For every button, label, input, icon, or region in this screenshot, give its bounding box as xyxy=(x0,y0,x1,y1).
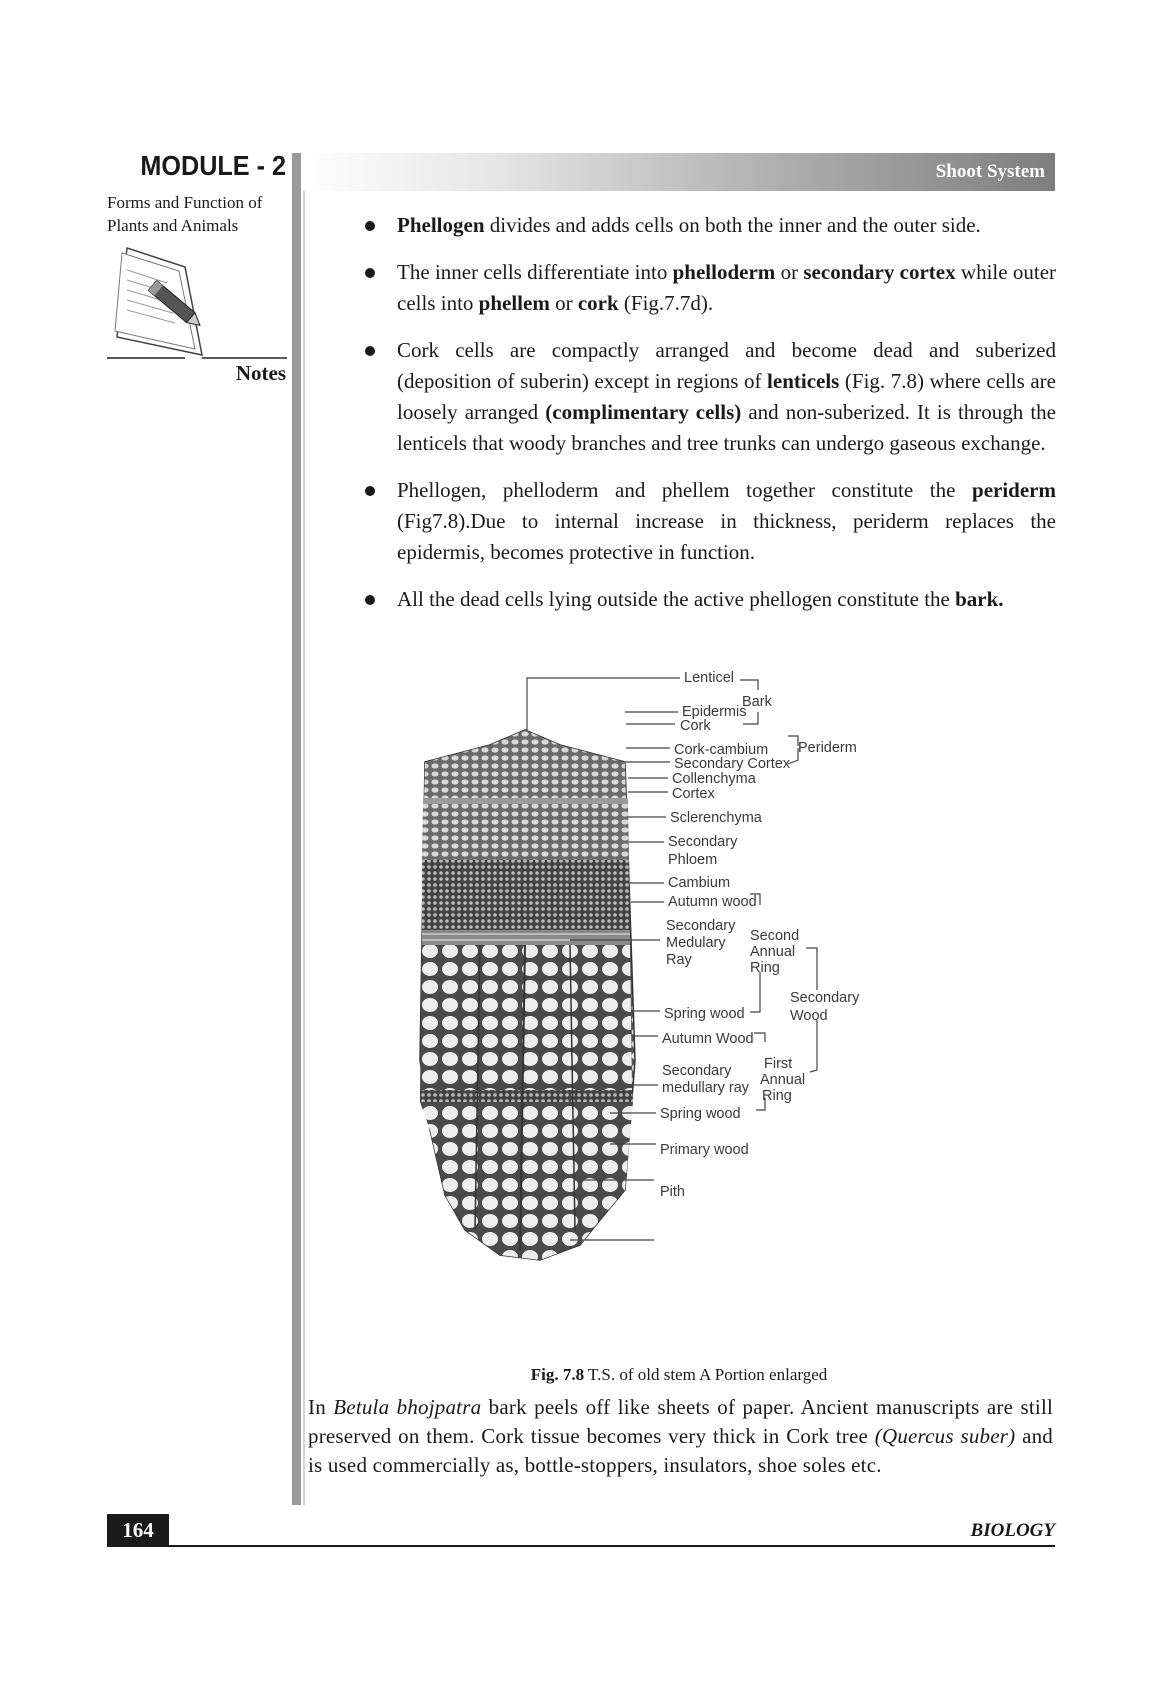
label-pith: Pith xyxy=(660,1184,685,1200)
caption-text: T.S. of old stem A Portion enlarged xyxy=(584,1365,828,1384)
label-first-annual-1: First xyxy=(764,1056,793,1072)
figure-caption xyxy=(303,1365,1055,1385)
label-secondary-wood-2: Wood xyxy=(790,1008,828,1024)
text-segment: or xyxy=(549,291,578,315)
caption-number: Fig. 7.8 xyxy=(530,1365,585,1384)
bullet-text xyxy=(397,587,1004,611)
page-number: 164 xyxy=(107,1514,169,1547)
bullet-text xyxy=(397,213,981,237)
label-spring-wood-2: Spring wood xyxy=(660,1106,741,1122)
italic-term: (Quercus suber) xyxy=(874,1424,1016,1448)
label-secondary-wood-1: Secondary xyxy=(790,990,860,1006)
bullet-text xyxy=(397,260,1056,315)
italic-term: Betula bhojpatra xyxy=(333,1395,482,1419)
bullet-item xyxy=(360,335,1056,459)
bullet-dot-icon xyxy=(365,268,375,278)
label-bark: Bark xyxy=(742,694,772,710)
label-secondary-phloem-2: Phloem xyxy=(668,852,718,868)
text-segment: and non-suberized. It is through the lenticels that woody branches and tree trunks can undergo gaseous exchange. xyxy=(397,400,1056,455)
text-segment: (Fig.7.7d). xyxy=(618,291,714,315)
label-autumn-wood-2: Autumn Wood xyxy=(662,1031,754,1047)
label-lenticel: Lenticel xyxy=(684,670,734,686)
bullet-item xyxy=(360,257,1056,319)
bullet-dot-icon xyxy=(365,221,375,231)
label-autumn-wood-1: Autumn wood xyxy=(668,894,757,910)
label-first-annual-3: Ring xyxy=(762,1088,792,1104)
bold-term: periderm xyxy=(972,478,1056,502)
label-cork: Cork xyxy=(680,718,711,734)
bullet-dot-icon xyxy=(365,486,375,496)
text-segment: In xyxy=(308,1395,334,1419)
bold-term: cork xyxy=(577,291,619,315)
text-segment: bark peels off like sheets of paper. Ancient manuscripts are still preserved on them. Cork tissue becomes very thick in Cork tree xyxy=(308,1395,1054,1448)
label-second-annual-1: Second xyxy=(750,928,800,944)
label-collenchyma: Collenchyma xyxy=(672,771,756,787)
figure-labels xyxy=(660,670,860,1200)
label-sclerenchyma: Sclerenchyma xyxy=(670,810,762,826)
bold-term: bark. xyxy=(955,587,1004,611)
label-sec-med-ray-b2: medullary ray xyxy=(662,1080,750,1096)
label-second-annual-2: Annual xyxy=(750,944,796,960)
bullet-dot-icon xyxy=(365,595,375,605)
label-secondary-phloem-1: Secondary xyxy=(668,834,738,850)
label-first-annual-2: Annual xyxy=(760,1072,806,1088)
text-segment: Phellogen, phelloderm and phellem together constitute the xyxy=(397,478,973,502)
text-segment: All the dead cells lying outside the active phellogen constitute the xyxy=(397,587,956,611)
label-cambium: Cambium xyxy=(668,875,731,891)
bold-term: phellem xyxy=(478,291,550,315)
bold-term: lenticels xyxy=(767,369,840,393)
label-secondary-cortex: Secondary Cortex xyxy=(674,756,791,772)
bullet-text xyxy=(397,338,1056,455)
bold-term: Phellogen xyxy=(397,213,485,237)
label-sec-med-ray-2: Medulary xyxy=(666,935,726,951)
bullet-dot-icon xyxy=(365,346,375,356)
module-title: MODULE - 2 xyxy=(140,150,286,181)
text-segment: divides and adds cells on both the inner and the outer side. xyxy=(484,213,981,237)
label-primary-wood: Primary wood xyxy=(660,1142,749,1158)
module-subtitle-line2: Plants and Animals xyxy=(107,216,239,235)
bullet-item xyxy=(360,210,1056,241)
module-subtitle-line1: Forms and Function of xyxy=(107,193,263,212)
notes-label: Notes xyxy=(235,361,286,385)
section-header-band xyxy=(303,153,1055,191)
label-second-annual-3: Ring xyxy=(750,960,780,976)
bullet-item xyxy=(360,584,1056,615)
bold-term: phelloderm xyxy=(672,260,776,284)
section-title: Shoot System xyxy=(935,161,1045,182)
module-subtitle xyxy=(107,191,287,237)
bullet-item xyxy=(360,475,1056,568)
text-segment: (Fig. 7.8) where cells are loosely arranged xyxy=(397,369,1056,424)
label-sec-med-ray-3: Ray xyxy=(666,952,692,968)
footer-rule xyxy=(107,1545,1055,1547)
stem-cross-section-figure xyxy=(420,670,960,1310)
text-segment: (Fig7.8).Due to internal increase in thickness, periderm replaces the epidermis, becomes protective in function. xyxy=(397,509,1056,564)
label-sec-med-ray-1: Secondary xyxy=(666,918,736,934)
margin-rule-thin xyxy=(303,153,305,1505)
text-segment: and is used commercially as, bottle-stoppers, insulators, shoe soles etc. xyxy=(308,1424,1054,1477)
body-paragraph xyxy=(308,1393,1053,1480)
text-segment: Cork cells are compactly arranged and become dead and suberized (deposition of suberin) except in regions of xyxy=(397,338,1056,393)
text-segment: The inner cells differentiate into xyxy=(397,260,673,284)
footer-subject: BIOLOGY xyxy=(970,1520,1055,1541)
label-cortex: Cortex xyxy=(672,786,715,802)
bullet-text xyxy=(397,478,1056,564)
bold-term: (complimentary cells) xyxy=(545,400,742,424)
label-epidermis: Epidermis xyxy=(682,704,747,720)
text-segment: while outer cells into xyxy=(397,260,1057,315)
label-cork-cambium: Cork-cambium xyxy=(674,742,769,758)
bold-term: secondary cortex xyxy=(803,260,956,284)
label-spring-wood-1: Spring wood xyxy=(664,1006,745,1022)
label-periderm: Periderm xyxy=(798,740,857,756)
bullet-list xyxy=(360,210,1056,631)
margin-rule xyxy=(292,153,301,1505)
label-sec-med-ray-b1: Secondary xyxy=(662,1063,732,1079)
text-segment: or xyxy=(775,260,804,284)
